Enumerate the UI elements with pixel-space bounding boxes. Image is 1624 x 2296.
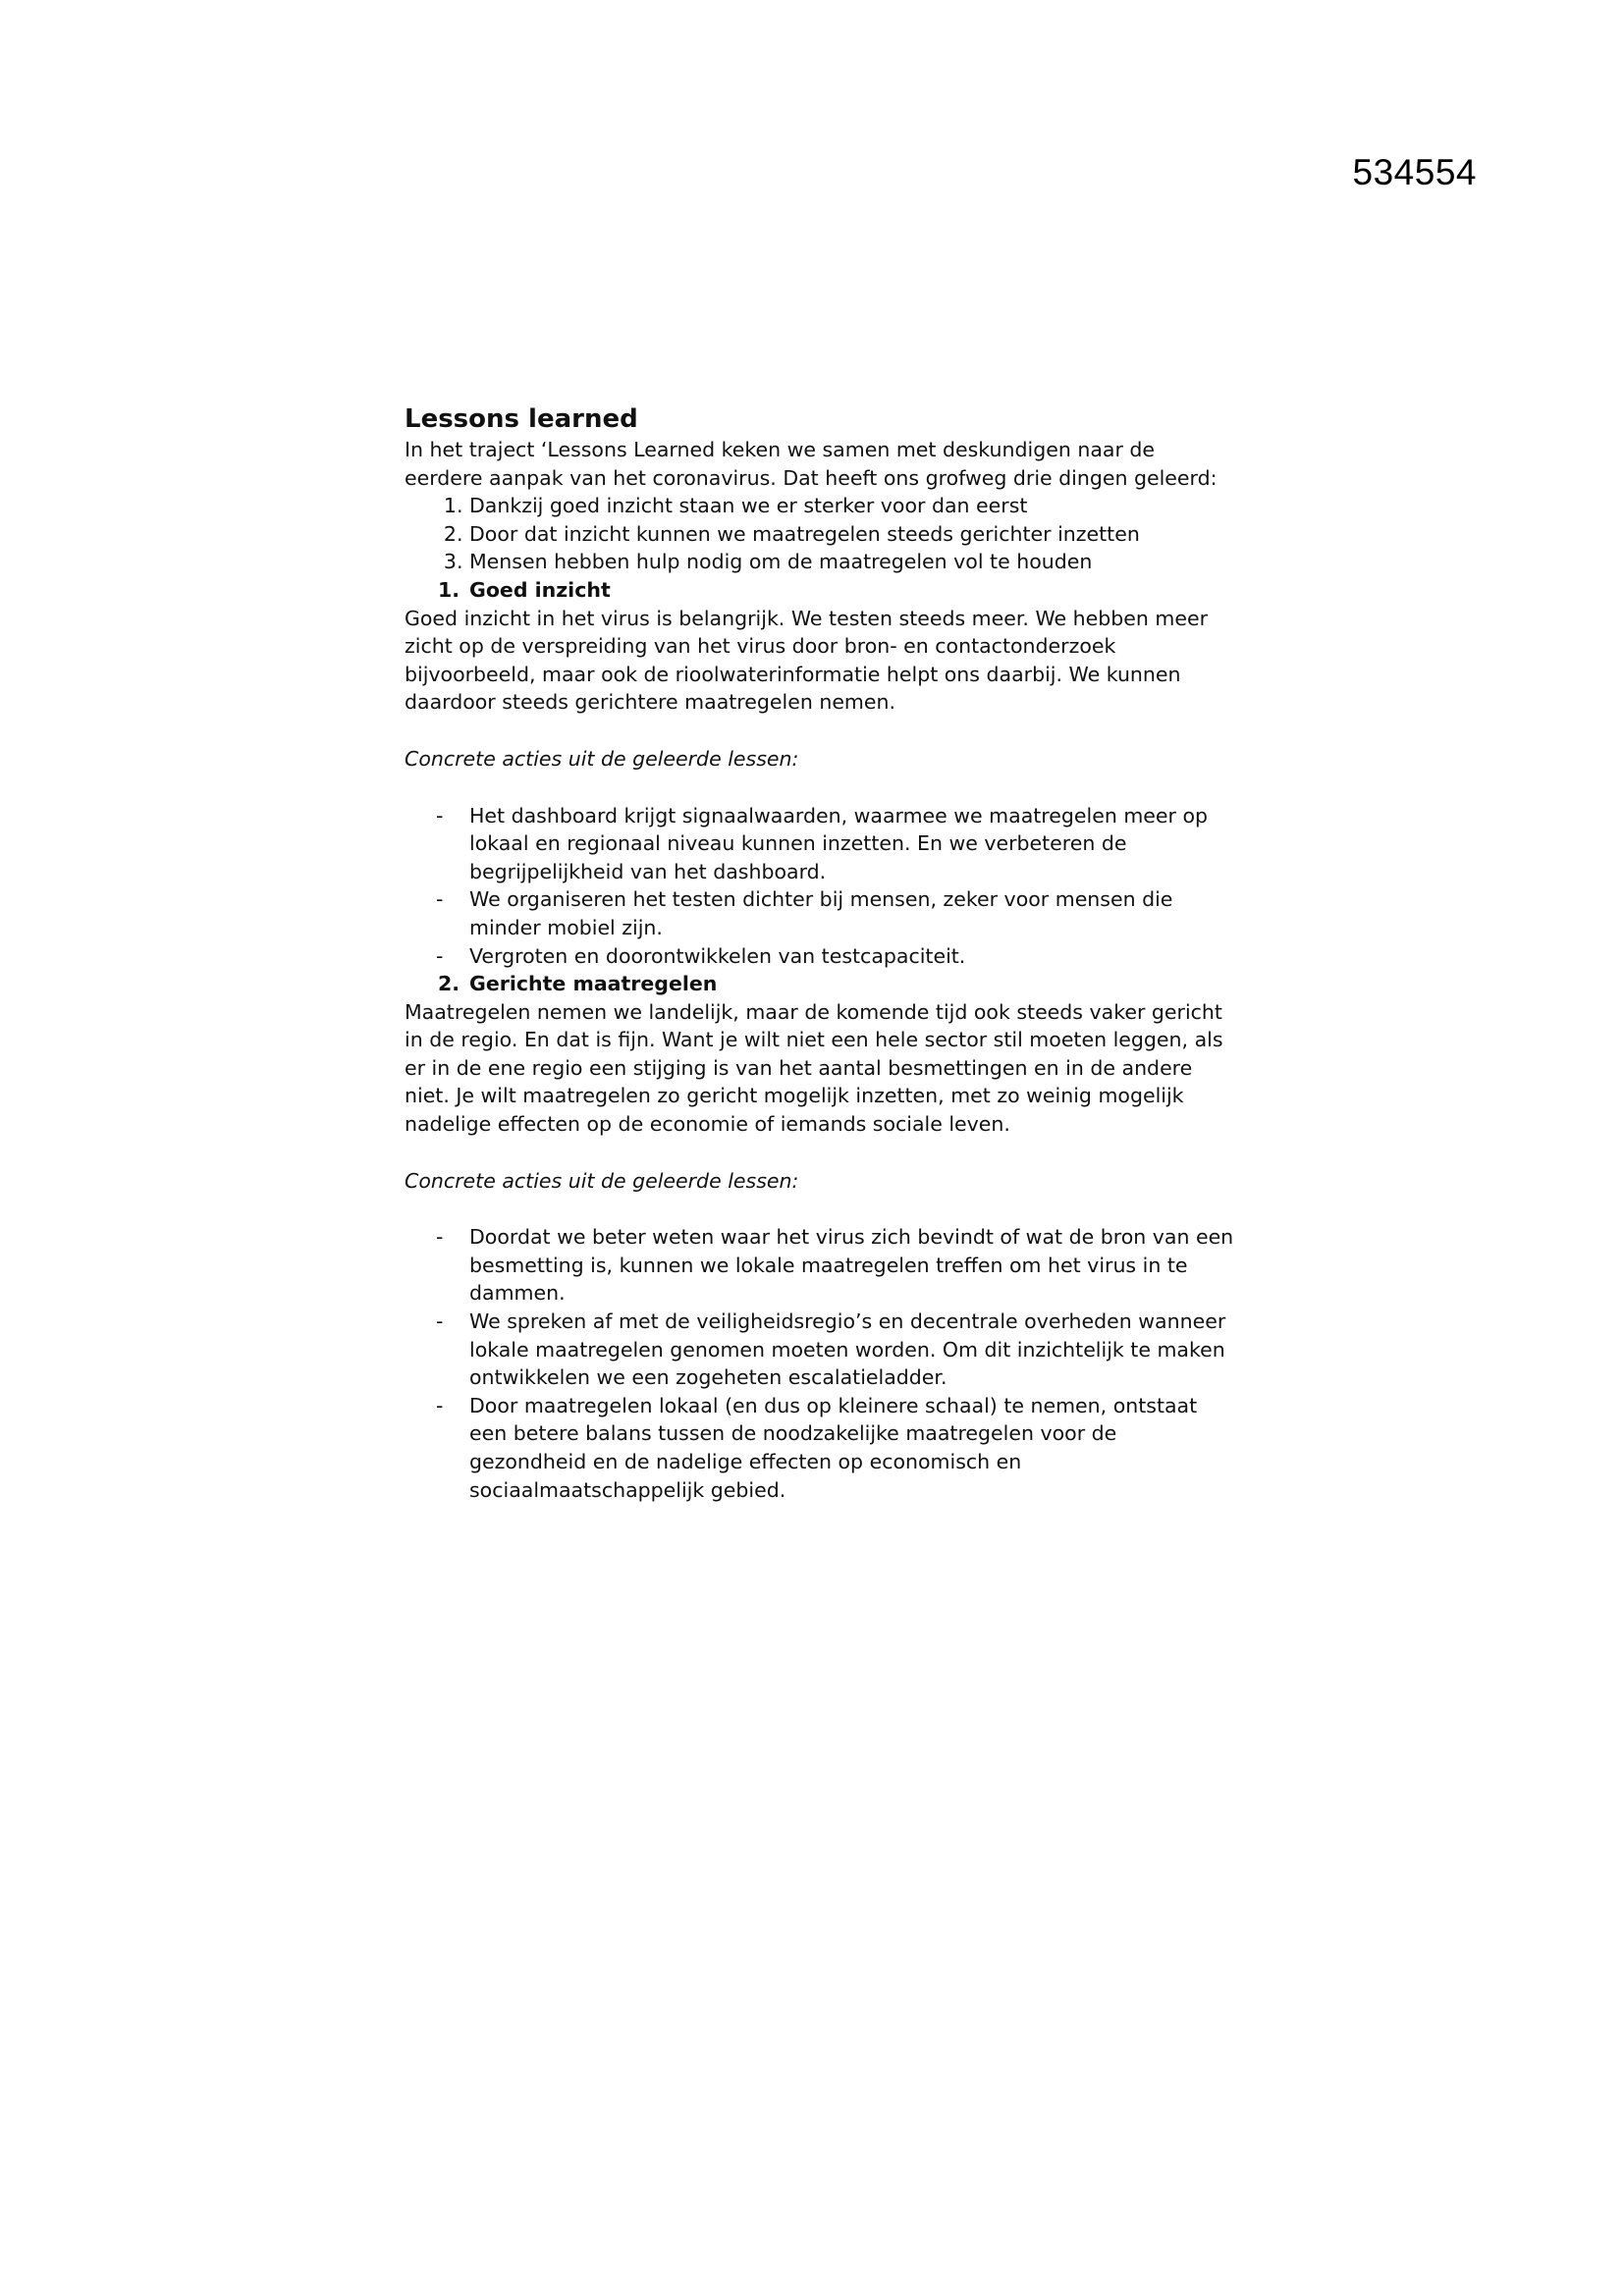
action-text: Het dashboard krijgt signaalwaarden, waarmee we maatregelen meer op lokaal en regionaal niveau kunnen inzetten. En we verbeteren de begrijpelijkheid van het dashboard. <box>469 803 1209 883</box>
actions-list <box>405 1223 1239 1504</box>
dash-bullet: - <box>436 887 444 912</box>
actions-list <box>405 802 1239 971</box>
section-body: Goed inzicht in het virus is belangrijk. We testen steeds meer. We hebben meer zicht op de verspreiding van het virus door bron- en contactonderzoek bijvoorbeeld, maar ook de rioolwaterinformatie helpt ons daarbij. We kunnen daardoor steeds gerichtere maatregelen nemen. <box>405 606 1209 715</box>
action-item <box>405 802 1239 886</box>
actions-label: Concrete acties uit de geleerde lessen: <box>405 1168 799 1193</box>
page-title: Lessons learned <box>405 404 638 434</box>
lesson-item: 2. Door dat inzicht kunnen we maatregelen steeds gerichter inzetten <box>469 520 1239 549</box>
section-heading <box>405 576 1239 605</box>
action-item <box>405 1223 1239 1308</box>
document-body <box>405 402 1239 1504</box>
action-text: We organiseren het testen dichter bij mensen, zeker voor mensen die minder mobiel zijn. <box>469 887 1173 939</box>
action-text: Vergroten en doorontwikkelen van testcapaciteit. <box>469 943 966 968</box>
action-item <box>405 1308 1239 1392</box>
dash-bullet: - <box>436 1309 444 1334</box>
action-item <box>405 942 1239 971</box>
actions-label: Concrete acties uit de geleerde lessen: <box>405 746 799 771</box>
dash-bullet: - <box>436 1393 444 1417</box>
lesson-item: 1. Dankzij goed inzicht staan we er sterker voor dan eerst <box>469 492 1239 520</box>
section-number: 2. <box>438 972 460 996</box>
section-title: Goed inzicht <box>469 577 611 602</box>
action-text: We spreken af met de veiligheidsregio’s en decentrale overheden wanneer lokale maatregelen genomen moeten worden. Om dit inzichtelijk te maken ontwikkelen we een zogeheten escalatieladder. <box>469 1309 1226 1390</box>
action-item <box>405 1392 1239 1504</box>
lesson-item: 3. Mensen hebben hulp nodig om de maatregelen vol te houden <box>469 548 1239 576</box>
action-item <box>405 885 1239 941</box>
section-body: Maatregelen nemen we landelijk, maar de komende tijd ook steeds vaker gericht in de regio. En dat is fijn. Want je wilt niet een hele sector stil moeten leggen, als er in de ene regio een stijging is van het aantal besmettingen en in de andere niet. Je wilt maatregelen zo gericht mogelijk inzetten, met zo weinig mogelijk nadelige effecten op de economie of iemands sociale leven. <box>405 999 1223 1137</box>
intro-paragraph: In het traject ‘Lessons Learned keken we samen met deskundigen naar de eerdere aanpak van het coronavirus. Dat heeft ons grofweg drie dingen geleerd: <box>405 438 1218 490</box>
section-number: 1. <box>438 577 460 602</box>
section-title: Gerichte maatregelen <box>469 972 718 996</box>
document-number: 534554 <box>1352 152 1477 192</box>
action-text: Doordat we beter weten waar het virus zich bevindt of wat de bron van een besmetting is, kunnen we lokale maatregelen treffen om het virus in te dammen. <box>469 1225 1234 1306</box>
section-heading <box>405 970 1239 998</box>
dash-bullet: - <box>436 943 444 968</box>
action-text: Door maatregelen lokaal (en dus op kleinere schaal) te nemen, ontstaat een betere balans tussen de noodzakelijke maatregelen voor de gezondheid en de nadelige effecten op economisch en sociaalmaatschappelijk gebied. <box>469 1393 1198 1502</box>
dash-bullet: - <box>436 803 444 828</box>
lessons-list <box>405 492 1239 576</box>
dash-bullet: - <box>436 1225 444 1250</box>
